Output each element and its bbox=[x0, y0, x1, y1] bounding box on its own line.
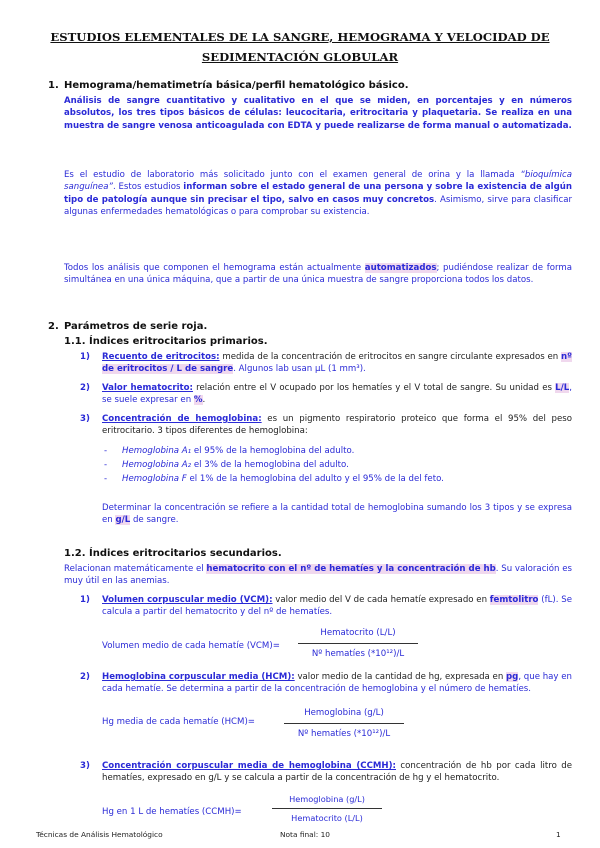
footer-course-name: Técnicas de Análisis Hematológico bbox=[36, 830, 163, 839]
subsection-1-2-heading: 1.2. Índices eritrocitarios secundarios. bbox=[64, 548, 282, 559]
hcm-fraction bbox=[284, 707, 404, 741]
hcm-formula-label: Hg media de cada hematíe (HCM)= bbox=[102, 717, 255, 727]
primary-index-1: 1) Recuento de eritrocitos: medida de la concentración de eritrocitos en sangre circulante expresados en nº de eritrocitos / L de sangre. Algunos lab usan µL (1 mm³). bbox=[80, 352, 572, 375]
hcm-numerator: Hemoglobina (g/L) bbox=[304, 708, 384, 718]
vcm-numerator: Hematocrito (L/L) bbox=[320, 628, 396, 638]
section-1-definition: Análisis de sangre cuantitativo y cualitativo en el que se miden, en porcentajes y en números absolutos, los tres tipos básicos de células: leucocitaria, eritrocitaria y plaquetaria. Se realiza en una muestra de sangre venosa anticoagulada con EDTA y puede realizarse de forma manual o automatizada. bbox=[64, 96, 572, 131]
vcm-formula-label: Volumen medio de cada hematíe (VCM)= bbox=[102, 641, 280, 651]
ccmh-formula-label: Hg en 1 L de hematíes (CCMH)= bbox=[102, 807, 242, 817]
vcm-fraction-bar bbox=[298, 643, 418, 644]
hemoglobin-type-f: - Hemoglobina F el 1% de la hemoglobina del adulto y el 95% de la del feto. bbox=[104, 474, 444, 484]
section-2-heading: 2. Parámetros de serie roja. bbox=[48, 321, 208, 332]
ccmh-fraction-bar bbox=[272, 808, 382, 809]
vcm-fraction bbox=[298, 627, 418, 661]
secondary-indices-intro: Relacionan matemáticamente el hematocrito con el nº de hematíes y la concentración de hb. Su valoración es muy útil en las anemias. bbox=[64, 564, 573, 587]
subsection-1-1-heading: 1.1. Índices eritrocitarios primarios. bbox=[64, 336, 268, 347]
secondary-index-ccmh: 3) Concentración corpuscular media de hemoglobina (CCMH): concentración de hb por cada litro de hematíes, expresado en g/L y se calcula a partir de la concentración de hg y el hematocrito. bbox=[80, 761, 572, 784]
secondary-index-hcm: 2) Hemoglobina corpuscular media (HCM): valor medio de la cantidad de hg, expresada en pg, que hay en cada hematíe. Se determina a partir de la concentración de hemoglobina y el número de hematíes. bbox=[80, 672, 572, 695]
footer-page-number: 1 bbox=[556, 830, 561, 839]
primary-index-3: 3) Concentración de hemoglobina: es un pigmento respiratorio proteico que forma el 95% del peso eritrocitario. 3 tipos diferentes de hemoglobina: bbox=[80, 414, 572, 437]
document-title: ESTUDIOS ELEMENTALES DE LA SANGRE, HEMOGRAMA Y VELOCIDAD DE SEDIMENTACIÓN GLOBULAR bbox=[50, 30, 550, 64]
ccmh-denominator: Hematocrito (L/L) bbox=[291, 813, 363, 824]
hemoglobin-type-a2: - Hemoglobina A₂ el 3% de la hemoglobina del adulto. bbox=[104, 460, 349, 470]
ccmh-fraction bbox=[272, 793, 382, 825]
secondary-index-vcm: 1) Volumen corpuscular medio (VCM): valor medio del V de cada hematíe expresado en femtolitro (fL). Se calcula a partir del hematocrito y del nº de hematíes. bbox=[80, 595, 572, 618]
footer-grade: Nota final: 10 bbox=[280, 830, 330, 839]
hemoglobin-type-a1: - Hemoglobina A₁ el 95% de la hemoglobina del adulto. bbox=[104, 446, 355, 456]
hemoglobin-determination: Determinar la concentración se refiere a la cantidad total de hemoglobina sumando los 3 tipos y se expresa en g/L de sangre. bbox=[102, 503, 572, 526]
ccmh-numerator: Hemoglobina (g/L) bbox=[289, 794, 365, 804]
primary-index-2: 2) Valor hematocrito: relación entre el V ocupado por los hematíes y el V total de sangre. Su unidad es L/L, se suele expresar en %. bbox=[80, 383, 572, 406]
section-1-paragraph-2: Es el estudio de laboratorio más solicitado junto con el examen general de orina y la llamada “bioquímica sanguínea”. Estos estudios informan sobre el estado general de una persona y sobre la existencia de algún tipo de patología aunque sin precisar el tipo, salvo en casos muy concretos. Asimismo, sirve para clasificar algunas enfermedades hematológicas o para comprobar su existencia. bbox=[64, 170, 573, 218]
section-1-paragraph-3: Todos los análisis que componen el hemograma están actualmente automatizados; pudiéndose realizar de forma simultánea en una única máquina, que a partir de una única muestra de sangre proporciona todos los datos. bbox=[64, 263, 572, 286]
hcm-fraction-bar bbox=[284, 723, 404, 724]
vcm-denominator: Nº hematíes (*10¹²)/L bbox=[311, 649, 405, 660]
hcm-denominator: Nº hematíes (*10¹²)/L bbox=[297, 729, 391, 740]
section-1-heading: 1. Hemograma/hematimetría básica/perfil hematológico básico. bbox=[48, 80, 409, 91]
